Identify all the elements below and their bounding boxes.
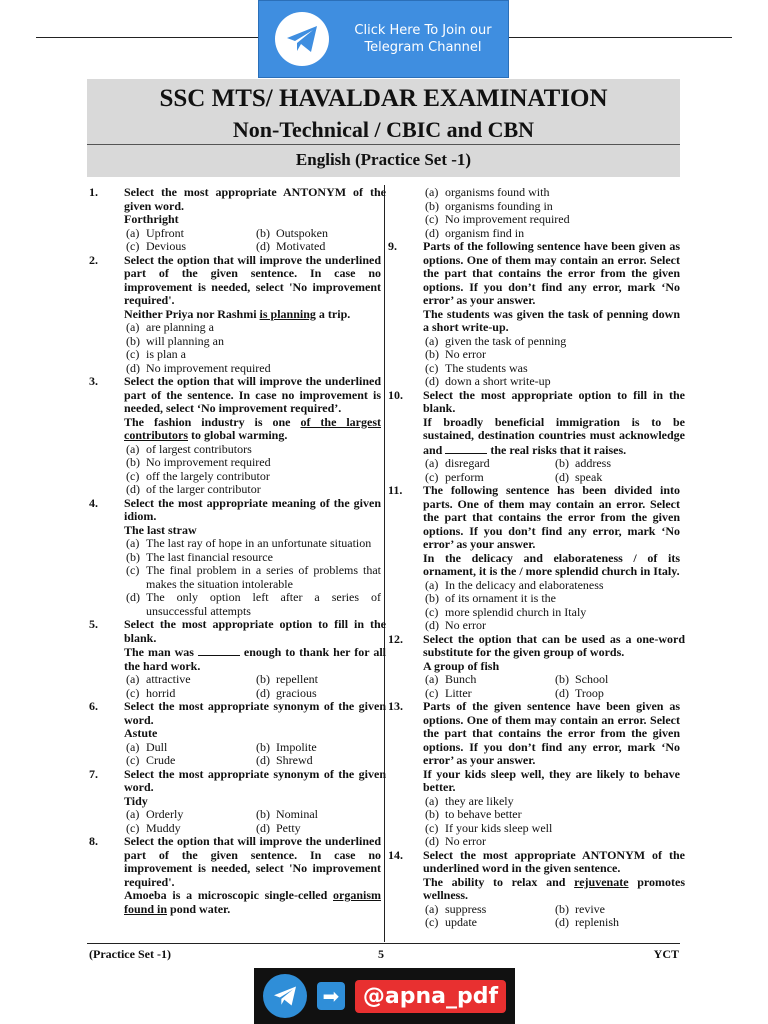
option-c[interactable]: (c) more splendid church in Italy [425,604,587,619]
question-1 [89,185,386,254]
question-6 [89,699,386,768]
question-sentence: Amoeba is a microscopic single-celled organism found in pond water. [124,888,381,916]
question-number: 12. [388,631,403,646]
banner-line-2: Telegram Channel [364,40,482,55]
question-text: Parts of the following sentence have been given as options. One of them may contain an error. Select the part that contains the error from the given options. If you don’t find any error, mark ‘No error’ as your answer. [423,239,680,307]
question-12 [388,631,685,701]
question-text: Select the most appropriate option to fill in the blank. [423,387,685,415]
question-text: Select the most appropriate ANTONYM of the given word. [124,185,386,213]
question-sentence: The students was given the task of penning down a short write-up. [423,306,680,334]
question-sentence: The ability to relax and rejuvenate promotes wellness. [423,874,685,902]
option-d[interactable]: (d) No error [425,834,486,848]
channel-handle: @apna_pdf [355,980,506,1013]
question-number: 3. [89,374,98,388]
question-7 [89,766,386,836]
option-b[interactable]: Impolite [276,739,317,754]
top-rule-left [36,37,258,38]
question-number: 9. [388,239,397,253]
option-a[interactable]: (a) given the task of penning [425,333,567,348]
option-c[interactable]: Devious [146,239,186,253]
option-c[interactable]: (c) is plan a [126,347,186,361]
option-a[interactable]: Bunch [445,672,477,686]
header-divider [87,144,680,145]
question-number: 1. [89,185,98,199]
option-d[interactable]: (d) organism find in [425,225,525,240]
question-number: 4. [89,495,98,510]
option-b[interactable]: Outspoken [276,225,328,240]
options-row: (a) Dull (b) Impolite [126,739,317,754]
option-c[interactable]: Muddy [146,820,181,835]
option-b[interactable]: repellent [276,672,318,686]
footer-rule [87,943,680,944]
option-c[interactable]: (c) If your kids sleep well [425,820,553,835]
option-d[interactable]: (d) No error [425,618,486,632]
blank-line [445,443,487,454]
practice-set-title: English (Practice Set -1) [295,150,472,169]
question-word: The last straw [124,522,197,537]
options-row: (c) Crude (d) Shrewd [126,753,313,767]
option-d[interactable]: (d) The only option left after a series of unsuccessful attempts [126,590,381,618]
question-text: Select the most appropriate meaning of the given idiom. [124,495,381,523]
options-row: (a) suppress (b) revive [425,901,605,916]
blank-line [198,645,240,656]
option-c[interactable]: (c) The final problem in a series of problems that makes the situation intolerable [126,563,381,591]
option-c[interactable]: horrid [146,685,176,700]
options-row: (c) Muddy (d) Petty [126,820,301,835]
question-text: Parts of the given sentence have been given as options. One of them may contain an error. Select the part that contains the error from the given options. If you don’t find any error, mark ‘No error’ as your answer. [423,699,680,767]
question-word: Tidy [124,793,148,808]
question-text: Select the option that will improve the underlined part of the given sentence. In case no improvement is needed, select 'No improvement required'. [124,252,381,307]
options-row: (a) disregard (b) address [425,456,611,470]
option-b[interactable]: School [575,672,609,686]
option-c[interactable]: (c) off the largely contributor [126,468,270,483]
option-b[interactable]: (b) organisms founding in [425,198,553,213]
option-d[interactable]: Motivated [276,239,326,253]
question-word: Astute [124,726,158,740]
question-text: Select the option that will improve the underlined part of the given sentence. In case no improvement is needed, select 'No improvement required'. [124,834,381,889]
question-number: 11. [388,483,403,497]
option-b[interactable]: Nominal [276,807,318,821]
question-9 [388,240,680,389]
option-b[interactable]: revive [575,901,605,916]
question-text: The following sentence has been divided into parts. One of them may contain an error. Select the part that contains the error from the given options. If you don’t find any error, mark ‘No error’ as your answer. [423,483,680,551]
option-a[interactable]: attractive [146,672,191,686]
options-row: (c) perform (d) speak [425,469,603,484]
question-text: Select the option that can be used as a one-word substitute for the given group of words. [423,631,685,659]
question-number: 6. [89,699,98,713]
option-b[interactable]: (b) will planning an [126,333,224,348]
question-sentence: In the delicacy and elaborateness / of its ornament, it is the / more splendid church in Italy. [423,550,680,578]
option-a[interactable]: suppress [445,901,487,916]
question-word: Forthright [124,212,179,226]
option-a[interactable]: (a) In the delicacy and elaborateness [425,577,604,592]
question-13 [388,700,680,849]
question-2 [89,254,381,376]
options-row: (c) Litter (d) Troop [425,685,604,700]
question-11 [388,484,680,633]
question-number: 14. [388,847,403,862]
option-a[interactable]: (a) are planning a [126,320,214,334]
options-row: (a) Bunch (b) School [425,672,609,686]
apna-pdf-banner[interactable] [254,968,515,1024]
option-d[interactable]: (d) No improvement required [126,360,271,375]
option-d[interactable]: (d) down a short write-up [425,374,551,388]
option-a[interactable]: Upfront [146,225,184,240]
options-row: (c) Devious (d) Motivated [126,239,326,253]
question-8 [89,835,381,916]
question-text: Select the most appropriate option to fill in the blank. [124,617,386,645]
option-c[interactable]: update [445,915,477,929]
exam-title: SSC MTS/ HAVALDAR EXAMINATION [159,85,608,112]
options-row: (a) attractive (b) repellent [126,672,318,686]
option-a[interactable]: (a) they are likely [425,793,514,808]
option-b[interactable]: (b) to behave better [425,807,522,821]
option-b[interactable]: (b) No improvement required [126,455,271,469]
question-10 [388,387,685,485]
option-b[interactable]: (b) of its ornament it is the [425,591,556,605]
question-number: 2. [89,252,98,267]
option-a[interactable]: Dull [146,739,168,754]
option-d[interactable]: gracious [276,685,317,700]
left-column [89,185,386,916]
question-text: Select the option that will improve the underlined part of the sentence. In case no improvement is needed, select ‘No improvement required’. [124,374,381,415]
banner-line-1: Click Here To Join our [354,23,492,38]
question-number: 5. [89,617,98,631]
option-d[interactable]: (d) of the larger contributor [126,482,261,496]
question-5 [89,617,386,700]
banner-text [343,22,503,56]
telegram-icon [263,974,307,1018]
question-3 [89,375,381,497]
telegram-icon [275,12,329,66]
question-number: 8. [89,834,98,848]
options-row: (c) horrid (d) gracious [126,685,317,700]
question-word: A group of fish [423,658,500,673]
option-d[interactable]: Troop [575,685,604,700]
footer-publisher: YCT [653,947,679,961]
footer-set: (Practice Set -1) [89,947,171,961]
question-sentence: Neither Priya nor Rashmi is planning a trip. [124,306,351,321]
top-rule-right [509,37,732,38]
question-number: 7. [89,766,98,781]
option-a[interactable]: (a) organisms found with [425,185,550,199]
option-c[interactable]: (c) No improvement required [425,212,570,226]
question-text: Select the most appropriate ANTONYM of the underlined word in the given sentence. [423,847,685,875]
option-d[interactable]: Petty [276,820,301,835]
question-8-options [388,186,680,240]
question-sentence: If your kids sleep well, they are likely to behave better. [423,766,680,794]
option-c[interactable]: perform [445,469,484,484]
option-d[interactable]: speak [575,469,603,484]
option-a[interactable]: (a) of largest contributors [126,441,252,456]
options-row: (c) update (d) replenish [425,915,619,929]
options-row: (a) Orderly (b) Nominal [126,807,318,821]
options-row: (a) Upfront (b) Outspoken [126,225,328,240]
question-sentence: If broadly beneficial immigration is to be sustained, destination countries must acknowledge and the real risks that it raises. [423,414,685,457]
question-sentence: The fashion industry is one of the largest contributors to global warming. [124,414,381,442]
option-c[interactable]: Litter [445,685,472,700]
option-b[interactable]: address [575,456,611,470]
option-a[interactable]: (a) The last ray of hope in an unfortunate situation [126,536,372,550]
question-number: 13. [388,699,403,713]
question-4 [89,497,381,619]
exam-subtitle: Non-Technical / CBIC and CBN [232,117,535,142]
option-c[interactable]: Crude [146,753,176,767]
question-14 [388,847,685,930]
arrow-right-icon: ➡ [317,982,345,1010]
question-sentence: The man was enough to thank her for all the hard work. [124,645,386,673]
option-d[interactable]: Shrewd [276,753,313,767]
telegram-join-banner[interactable] [258,0,509,78]
option-a[interactable]: disregard [445,456,490,470]
option-b[interactable]: (b) No error [425,347,486,361]
right-column [388,185,685,930]
option-a[interactable]: Orderly [146,807,184,821]
question-text: Select the most appropriate synonym of the given word. [124,766,386,794]
option-c[interactable]: (c) The students was [425,360,528,375]
option-d[interactable]: replenish [575,915,619,929]
question-text: Select the most appropriate synonym of the given word. [124,699,386,727]
page-number: 5 [378,947,384,961]
question-number: 10. [388,387,403,402]
option-b[interactable]: (b) The last financial resource [126,549,273,564]
exam-header [87,79,680,177]
